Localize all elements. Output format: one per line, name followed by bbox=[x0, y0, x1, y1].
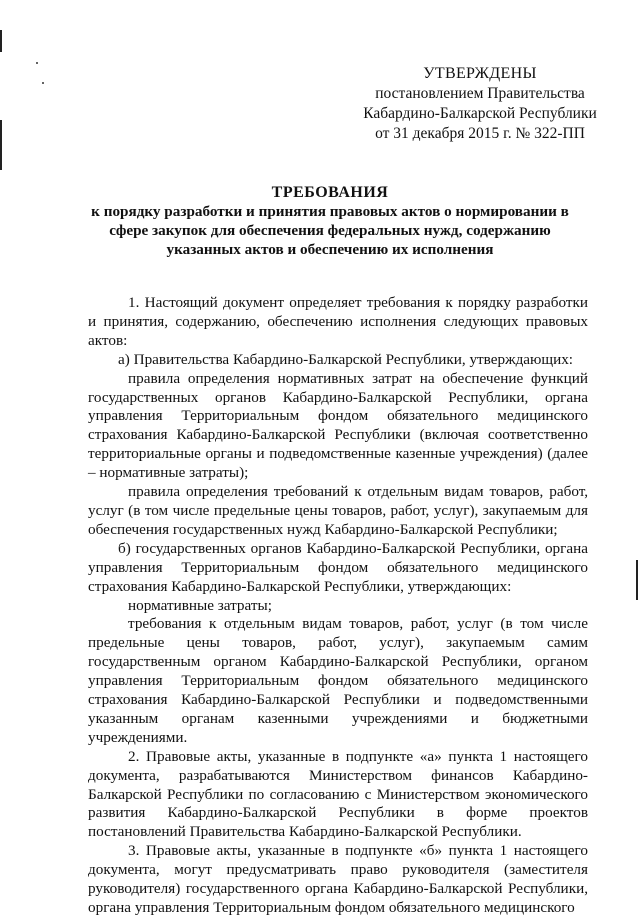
paragraph: б) государственных органов Кабардино-Балкарской Республики, органа управления Территориальным фондом обязательного медицинского страхования Кабардино-Балкарской Республики, утверждающих: bbox=[88, 539, 588, 595]
paragraph: требования к отдельным видам товаров, работ, услуг (в том числе предельные цены товаров, работ, услуг), закупаемым самим государственным органом Кабардино-Балкарской Республики, органом управления Территориальным фондом обязательного медицинского страхования Кабардино-Балкарской Республики и подведомственными указанным органам казенными учреждениями и бюджетными учреждениями. bbox=[88, 615, 588, 746]
approval-heading: УТВЕРЖДЕНЫ bbox=[423, 65, 537, 82]
scan-edge-mark bbox=[0, 30, 2, 52]
paragraph: а) Правительства Кабардино-Балкарской Республики, утверждающих: bbox=[118, 350, 574, 368]
paragraph: 2. Правовые акты, указанные в подпункте «а» пункта 1 настоящего документа, разрабатываются Министерством финансов Кабардино-Балкарской Республики по согласованию с Министерством экономического развития Кабардино-Балкарской Республики в форме проектов постановлений Правительства Кабардино-Балкарской Республики. bbox=[88, 747, 588, 841]
approval-block bbox=[360, 64, 600, 144]
title-subtitle: к порядку разработки и принятия правовых актов о нормировании в сфере закупок для обеспечения федеральных нужд, содержанию указанных актов и обеспечению их исполнения bbox=[91, 203, 569, 258]
paragraph: правила определения нормативных затрат на обеспечение функций государственных органов Кабардино-Балкарской Республики, органа управления Территориальным фондом обязательного медицинского страхования Кабардино-Балкарской Республики (включая соответственно территориальные органы и подведомственные казенные учреждения) (далее – нормативные затраты); bbox=[88, 369, 588, 482]
paragraph: правила определения требований к отдельным видам товаров, работ, услуг (в том числе предельные цены товаров, работ, услуг), закупаемым для обеспечения государственных нужд Кабардино-Балкарской Республики; bbox=[88, 483, 588, 538]
scan-edge-mark bbox=[0, 120, 2, 170]
paragraph: нормативные затраты; bbox=[128, 596, 272, 614]
approval-line: постановлением Правительства bbox=[375, 85, 585, 102]
paragraph: 3. Правовые акты, указанные в подпункте «б» пункта 1 настоящего документа, могут предусматривать право руководителя (заместителя руководителя) государственного органа Кабардино-Балкарской Республики, органа управления Территориальным фондом обязательного медицинского bbox=[88, 842, 588, 916]
scan-edge-mark bbox=[636, 560, 638, 600]
scan-speck bbox=[42, 82, 44, 84]
approval-line: от 31 декабря 2015 г. № 322-ПП bbox=[375, 125, 585, 142]
title-main: ТРЕБОВАНИЯ bbox=[271, 184, 389, 201]
scan-speck bbox=[36, 62, 38, 64]
document-body bbox=[88, 294, 588, 918]
document-title bbox=[90, 183, 570, 259]
paragraph: 1. Настоящий документ определяет требования к порядку разработки и принятия, содержанию, обеспечению исполнения следующих правовых актов: bbox=[88, 294, 588, 349]
approval-line: Кабардино-Балкарской Республики bbox=[363, 105, 597, 122]
